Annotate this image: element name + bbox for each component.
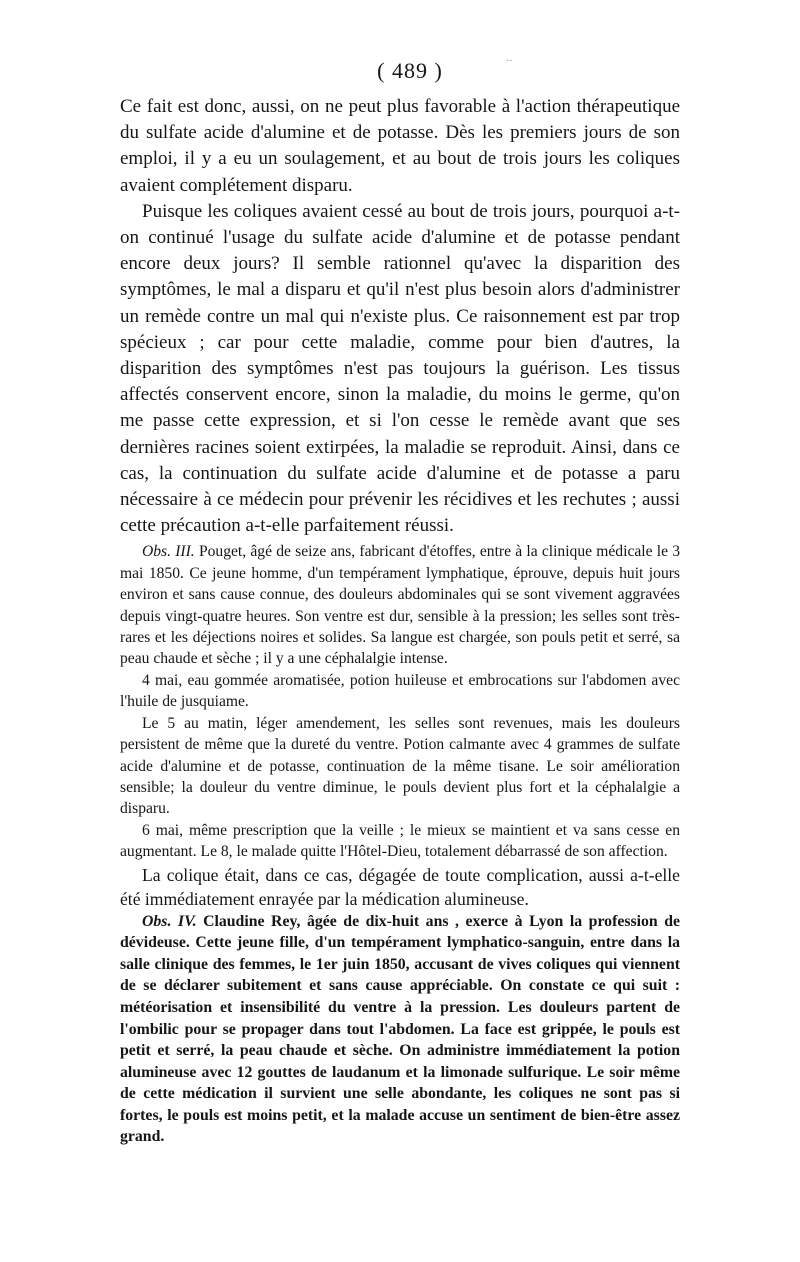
observation-3	[120, 541, 680, 669]
paragraph-6-mai: 6 mai, même prescription que la veille ; le mieux se maintient et va sans cesse en augmentant. Le 8, le malade quitte l'Hôtel-Dieu, totalement débarrassé de son affection.	[120, 821, 680, 861]
paragraph-4-mai: 4 mai, eau gommée aromatisée, potion huileuse et embrocations sur l'abdomen avec l'huile de jusquiame.	[120, 671, 680, 711]
paragraph-5-mai: Le 5 au matin, léger amendement, les selles sont revenues, mais les douleurs persistent de même que la dureté du ventre. Potion calmante avec 4 grammes de sulfate acide d'alumine et de potasse, continuation de la même tisane. Le soir amélioration sensible; la douleur du ventre diminue, le pouls devient plus fort et la céphalalgie a disparu.	[120, 714, 680, 818]
page-number: ( 489 )	[377, 58, 443, 83]
paragraph-1: Ce fait est donc, aussi, on ne peut plus favorable à l'action thérapeutique du sulfate acide d'alumine et de potasse. Dès les premiers jours de son emploi, il y a eu un soulagement, et au bout de trois jours les coliques avaient complétement disparu.	[120, 96, 680, 196]
observation-label: Obs. IV.	[142, 912, 197, 930]
observation-4	[120, 911, 680, 1149]
observation-text: Claudine Rey, âgée de dix-huit ans , exerce à Lyon la profession de dévideuse. Cette jeune fille, d'un tempérament lymphatico-sanguin, entre dans la salle clinique des femmes, le 1er juin 1850, accusant de vives coliques qui viennent de se déclarer subitement et sans cause appréciable. On constate ce qui suit : météorisation et insensibilité du ventre à la pression. Les douleurs partent de l'ombilic pour se propager dans tout l'abdomen. La face est grippée, le pouls est petit et serré, la peau chaude et sèche. On administre immédiatement la potion alumineuse avec 12 gouttes de laudanum et la limonade sulfurique. Le soir même de cette médication il survient une selle abondante, les coliques ne sont pas si fortes, le pouls est moins petit, et la malade accuse un sentiment de bien-être assez grand.	[120, 912, 681, 1146]
page-corner-mark: ··	[506, 56, 513, 67]
paragraph-conclusion: La colique était, dans ce cas, dégagée de toute complication, aussi a-t-elle été immédiatement enrayée par la médication alumineuse.	[120, 864, 680, 909]
observation-text: Pouget, âgé de seize ans, fabricant d'étoffes, entre à la clinique médicale le 3 mai 1850. Ce jeune homme, d'un tempérament lymphatique, éprouve, depuis huit jours environ et sans cause connue, des douleurs abdominales qui se sont vivement aggravées depuis vingt-quatre heures. Son ventre est dur, sensible à la pression; les selles sont très-rares et les déjections noires et solides. Sa langue est chargée, son pouls petit et serré, sa peau chaude et sèche ; il y a une céphalalgie intense.	[120, 543, 681, 668]
observation-label: Obs. III.	[142, 543, 195, 561]
document-page	[120, 58, 680, 1148]
paragraph-2: Puisque les coliques avaient cessé au bout de trois jours, pourquoi a-t-on continué l'usage du sulfate acide d'alumine et de potasse pendant encore deux jours? Il semble rationnel qu'avec la disparition des symptômes, le mal a disparu et qu'il n'est plus besoin alors d'administrer un remède contre un mal qui n'existe plus. Ce raisonnement est par trop spécieux ; car pour cette maladie, comme pour bien d'autres, la disparition des symptômes n'est pas toujours la guérison. Les tissus affectés conservent encore, sinon la maladie, du moins le germe, qu'on me passe cette expression, et si l'on cesse le remède avant que ses dernières racines soient extirpées, la maladie se reproduit. Ainsi, dans ce cas, la continuation du sulfate acide d'alumine et de potasse a paru nécessaire à ce médecin pour prévenir les récidives et les rechutes ; aussi cette précaution a-t-elle parfaitement réussi.	[120, 200, 680, 537]
